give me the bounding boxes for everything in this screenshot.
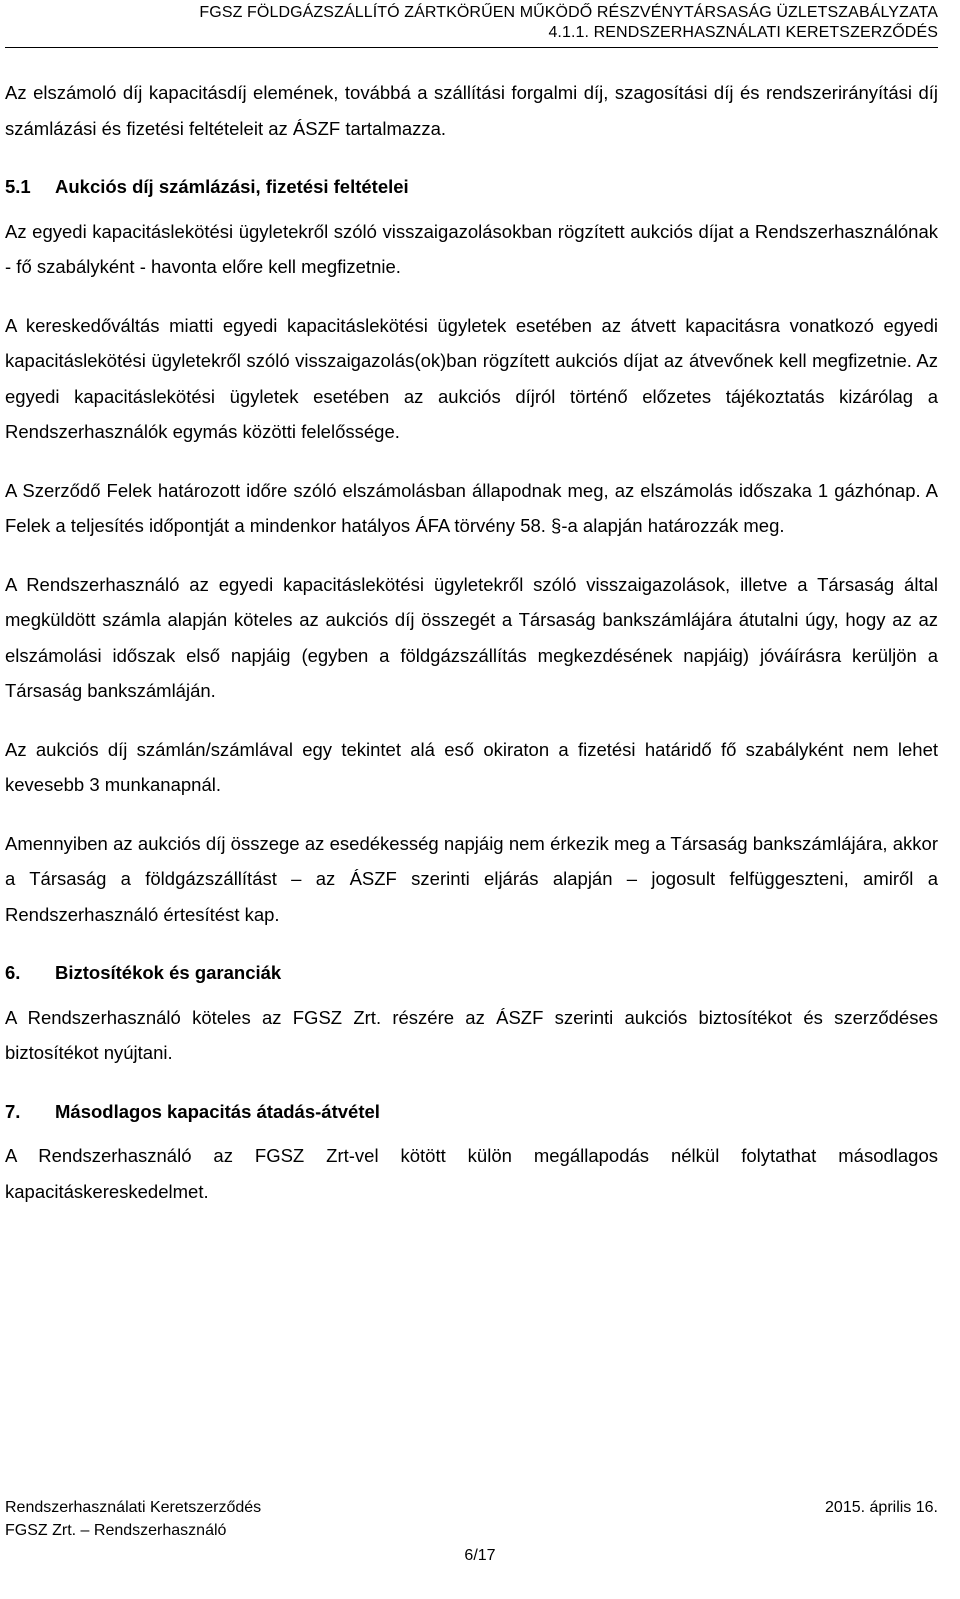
header-title: FGSZ FÖLDGÁZSZÁLLÍTÓ ZÁRTKÖRŰEN MŰKÖDŐ RÉSZVÉNYTÁRSASÁG ÜZLETSZABÁLYZATA <box>199 4 938 21</box>
section-number: 7. <box>5 1100 21 1122</box>
paragraph: Amennyiben az aukciós díj összege az esedékesség napjáig nem érkezik meg a Társaság bankszámlájára, akkor a Társaság a földgázszállítást – az ÁSZF szerinti eljárás alapján – jogosult felfüggeszteni, amiről a Rendszerhasználó értesítést kap. <box>5 832 938 925</box>
footer-parties: FGSZ Zrt. – Rendszerhasználó <box>5 1522 227 1539</box>
section-title: Biztosítékok és garanciák <box>55 962 282 983</box>
paragraph: A kereskedőváltás miatti egyedi kapacitáslekötési ügyletek esetében az átvett kapacitásra vonatkozó egyedi kapacitáslekötési ügyletekről szóló visszaigazolás(ok)ban rögzített aukciós díjat az átvevőnek kell megfizetnie. Az egyedi kapacitáslekötési ügyletek esetében az aukciós díjról történő előzetes tájékoztatás kizárólag a Rendszerhasználók egymás közötti felelőssége. <box>5 314 938 442</box>
section-number: 5.1 <box>5 176 31 197</box>
section-heading-6 <box>5 955 938 991</box>
section-number: 6. <box>5 962 21 983</box>
paragraph: A Rendszerhasználó köteles az FGSZ Zrt. részére az ÁSZF szerinti aukciós biztosítékot és szerződéses biztosítékot nyújtani. <box>5 1006 938 1063</box>
paragraph: A Szerződő Felek határozott időre szóló elszámolásban állapodnak meg, az elszámolás időszaka 1 gázhónap. A Felek a teljesítés időpontját a mindenkor hatályos ÁFA törvény 58. §-a alapján határozzák meg. <box>5 479 938 536</box>
page-number: 6/17 <box>464 1547 496 1564</box>
footer-date: 2015. április 16. <box>825 1499 938 1516</box>
intro-paragraph: Az elszámoló díj kapacitásdíj elemének, továbbá a szállítási forgalmi díj, szagosítási díj és rendszerirányítási díj számlázási és fizetési feltételeit az ÁSZF tartalmazza. <box>5 82 938 139</box>
header-divider <box>5 47 938 48</box>
paragraph: Az egyedi kapacitáslekötési ügyletekről szóló visszaigazolásokban rögzített aukciós díjat a Rendszerhasználónak - fő szabályként - havonta előre kell megfizetnie. <box>5 220 938 277</box>
paragraph: A Rendszerhasználó az egyedi kapacitáslekötési ügyletekről szóló visszaigazolások, illetve a Társaság által megküldött számla alapján köteles az aukciós díj összegét a Társaság bankszámlájára átutalni úgy, hogy az az elszámolási időszak első napjáig (egyben a földgázszállítás megkezdésének napjáig) jóváírásra kerüljön a Társaság bankszámláján. <box>5 573 938 701</box>
paragraph: Az aukciós díj számlán/számlával egy tekintet alá eső okiraton a fizetési határidő fő szabályként nem lehet kevesebb 3 munkanapnál. <box>5 738 938 795</box>
paragraph: A Rendszerhasználó az FGSZ Zrt-vel kötött külön megállapodás nélkül folytathat másodlagos kapacitáskereskedelmet. <box>5 1145 938 1202</box>
document-body <box>5 75 938 1216</box>
footer-document-name: Rendszerhasználati Keretszerződés <box>5 1499 262 1516</box>
page-header <box>5 3 938 43</box>
section-title: Aukciós díj számlázási, fizetési feltételei <box>55 176 409 197</box>
section-heading-5-1 <box>5 169 938 205</box>
section-title: Másodlagos kapacitás átadás-átvétel <box>55 1100 380 1122</box>
header-subtitle: 4.1.1. RENDSZERHASZNÁLATI KERETSZERZŐDÉS <box>548 24 938 41</box>
section-heading-7 <box>5 1094 938 1130</box>
